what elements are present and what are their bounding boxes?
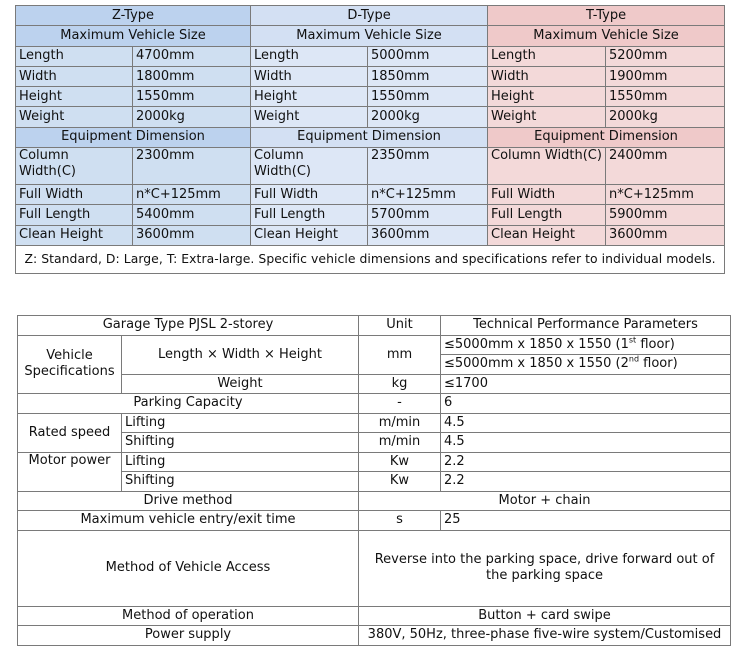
motor-power-shifting-value: 2.2: [441, 472, 731, 492]
t-value: 1550mm: [606, 87, 725, 107]
d-label: Full Width: [251, 185, 368, 205]
motor-power-lifting-label: Lifting: [122, 452, 359, 472]
garage-type-header: Garage Type PJSL 2-storey: [18, 316, 359, 336]
vehicle-size-table: [15, 5, 725, 274]
power-supply-label: Power supply: [18, 626, 359, 646]
t-value: 2400mm: [606, 148, 725, 185]
vehicle-row-width: [16, 66, 725, 86]
drive-method-label: Drive method: [18, 491, 359, 511]
t-label: Length: [488, 46, 606, 66]
lwh-unit: mm: [359, 335, 441, 374]
max-entry-exit-unit: s: [359, 511, 441, 531]
parking-capacity-unit: -: [359, 394, 441, 414]
vehicle-row-weight: [16, 107, 725, 127]
vehicle-access-row: [18, 530, 731, 606]
power-supply-value: 380V, 50Hz, three-phase five-wire system/Customised: [359, 626, 731, 646]
vehicle-access-value: Reverse into the parking space, drive forward out of the parking space: [359, 530, 731, 606]
d-type-header: D-Type: [251, 6, 488, 26]
z-value: 2300mm: [133, 148, 251, 185]
z-value: 3600mm: [133, 225, 251, 245]
t-value: n*C+125mm: [606, 185, 725, 205]
equipment-row-column-width: [16, 148, 725, 185]
equipment-row-full-length: [16, 205, 725, 225]
motor-power-shifting-label: Shifting: [122, 472, 359, 492]
d-value: 5000mm: [368, 46, 488, 66]
z-label: Width: [16, 66, 133, 86]
d-label: Width: [251, 66, 368, 86]
z-label: Length: [16, 46, 133, 66]
z-value: 1550mm: [133, 87, 251, 107]
d-value: n*C+125mm: [368, 185, 488, 205]
z-type-header: Z-Type: [16, 6, 251, 26]
max-entry-exit-value: 25: [441, 511, 731, 531]
equipment-row-full-width: [16, 185, 725, 205]
d-label: Column Width(C): [251, 148, 368, 185]
d-label: Height: [251, 87, 368, 107]
z-label: Column Width(C): [16, 148, 133, 185]
floor1-dimensions: ≤5000mm x 1850 x 1550 (1st floor): [441, 335, 731, 355]
weight-row: [18, 374, 731, 394]
t-value: 3600mm: [606, 225, 725, 245]
t-label: Width: [488, 66, 606, 86]
t-label: Clean Height: [488, 225, 606, 245]
t-value: 1900mm: [606, 66, 725, 86]
rated-speed-shifting-value: 4.5: [441, 433, 731, 453]
d-label: Weight: [251, 107, 368, 127]
d-max-vehicle-size-header: Maximum Vehicle Size: [251, 26, 488, 46]
parking-capacity-label: Parking Capacity: [18, 394, 359, 414]
operation-label: Method of operation: [18, 606, 359, 626]
t-label: Height: [488, 87, 606, 107]
vehicle-row-length: [16, 46, 725, 66]
weight-unit: kg: [359, 374, 441, 394]
z-label: Weight: [16, 107, 133, 127]
z-label: Clean Height: [16, 225, 133, 245]
rated-speed-shifting-unit: m/min: [359, 433, 441, 453]
rated-speed-shifting-label: Shifting: [122, 433, 359, 453]
unit-header: Unit: [359, 316, 441, 336]
d-value: 1550mm: [368, 87, 488, 107]
technical-parameters-table: [17, 315, 731, 646]
max-entry-exit-label: Maximum vehicle entry/exit time: [18, 511, 359, 531]
t-type-header: T-Type: [488, 6, 725, 26]
d-value: 5700mm: [368, 205, 488, 225]
d-label: Clean Height: [251, 225, 368, 245]
rated-speed-label: Rated speed: [18, 413, 122, 452]
z-label: Height: [16, 87, 133, 107]
z-label: Full Length: [16, 205, 133, 225]
z-max-vehicle-size-header: Maximum Vehicle Size: [16, 26, 251, 46]
z-value: 2000kg: [133, 107, 251, 127]
vehicle-access-label: Method of Vehicle Access: [18, 530, 359, 606]
drive-method-row: [18, 491, 731, 511]
operation-row: [18, 606, 731, 626]
max-entry-exit-row: [18, 511, 731, 531]
d-value: 3600mm: [368, 225, 488, 245]
t-value: 5900mm: [606, 205, 725, 225]
d-value: 1850mm: [368, 66, 488, 86]
header-row: [18, 316, 731, 336]
t-equipment-dimension-header: Equipment Dimension: [488, 127, 725, 147]
t-max-vehicle-size-header: Maximum Vehicle Size: [488, 26, 725, 46]
z-value: n*C+125mm: [133, 185, 251, 205]
vehicle-specifications-label: Vehicle Specifications: [18, 335, 122, 394]
motor-power-shifting-unit: Kw: [359, 472, 441, 492]
params-header: Technical Performance Parameters: [441, 316, 731, 336]
t-label: Weight: [488, 107, 606, 127]
motor-power-lifting-value: 2.2: [441, 452, 731, 472]
t-label: Full Length: [488, 205, 606, 225]
parking-capacity-value: 6: [441, 394, 731, 414]
rated-speed-lifting-unit: m/min: [359, 413, 441, 433]
motor-power-lifting-unit: Kw: [359, 452, 441, 472]
d-value: 2350mm: [368, 148, 488, 185]
type-legend-note: Z: Standard, D: Large, T: Extra-large. Specific vehicle dimensions and specifications refer to individual models.: [16, 245, 725, 273]
d-label: Length: [251, 46, 368, 66]
parking-capacity-row: [18, 394, 731, 414]
operation-value: Button + card swipe: [359, 606, 731, 626]
weight-label: Weight: [122, 374, 359, 394]
z-equipment-dimension-header: Equipment Dimension: [16, 127, 251, 147]
rated-speed-lifting-value: 4.5: [441, 413, 731, 433]
vehicle-row-height: [16, 87, 725, 107]
t-label: Column Width(C): [488, 148, 606, 185]
d-label: Full Length: [251, 205, 368, 225]
t-label: Full Width: [488, 185, 606, 205]
floor2-dimensions: ≤5000mm x 1850 x 1550 (2nd floor): [441, 355, 731, 375]
z-label: Full Width: [16, 185, 133, 205]
z-value: 4700mm: [133, 46, 251, 66]
z-value: 5400mm: [133, 205, 251, 225]
z-value: 1800mm: [133, 66, 251, 86]
d-equipment-dimension-header: Equipment Dimension: [251, 127, 488, 147]
t-value: 5200mm: [606, 46, 725, 66]
equipment-row-clean-height: [16, 225, 725, 245]
t-value: 2000kg: [606, 107, 725, 127]
rated-speed-lifting-label: Lifting: [122, 413, 359, 433]
motor-power-label: Motor power: [18, 452, 122, 491]
d-value: 2000kg: [368, 107, 488, 127]
power-supply-row: [18, 626, 731, 646]
weight-value: ≤1700: [441, 374, 731, 394]
lwh-label: Length × Width × Height: [122, 335, 359, 374]
drive-method-value: Motor + chain: [359, 491, 731, 511]
